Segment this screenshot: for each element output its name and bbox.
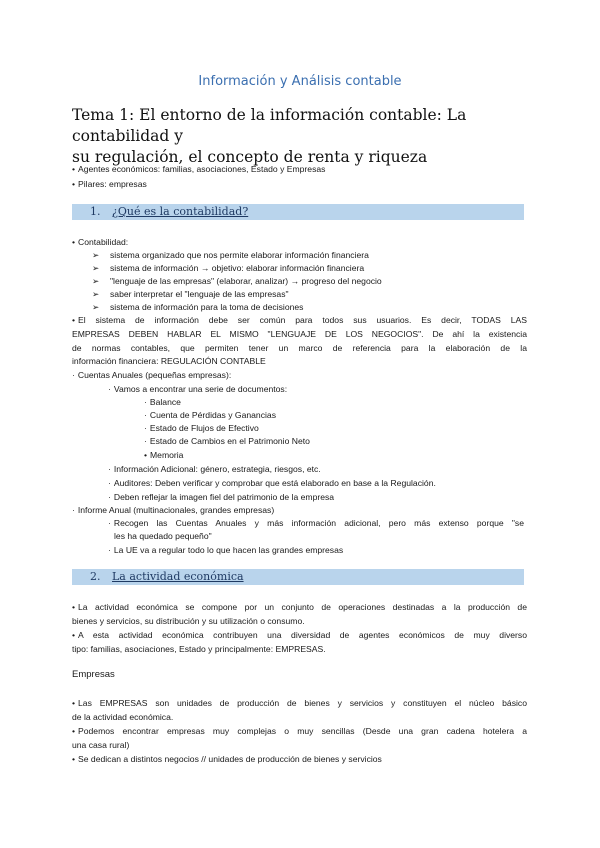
bullet-icon: · <box>72 370 75 380</box>
bullet-icon: · <box>144 397 147 407</box>
paragraph-line: información financiera: REGULACIÓN CONTABLE <box>72 356 266 366</box>
bullet-icon: • <box>72 315 76 325</box>
arrow-icon: ➢ <box>92 276 100 286</box>
section-heading-2 <box>72 569 524 585</box>
list-item: · Cuenta de Pérdidas y Ganancias <box>144 410 276 420</box>
title-line-1: Tema 1: El entorno de la información contable: La contabilidad y <box>72 106 467 145</box>
bullet-icon: • <box>72 237 76 247</box>
paragraph-line: les ha quedado pequeño" <box>114 531 212 541</box>
paragraph-line: bienes y servicios, su distribución y su utilización o consumo. <box>72 616 305 626</box>
list-item: · Auditores: Deben verificar y comprobar que está elaborado en base a la Regulación. <box>108 478 436 488</box>
list-item: · La UE va a regular todo lo que hacen las grandes empresas <box>108 545 344 555</box>
list-item: · Estado de Cambios en el Patrimonio Neto <box>144 436 310 446</box>
list-item: · Balance <box>144 397 181 407</box>
section-number: 1. <box>90 205 101 218</box>
list-item: · Informe Anual (multinacionales, grandes empresas) <box>72 505 275 515</box>
bullet-icon: • <box>72 602 76 612</box>
paragraph-line: una casa rural) <box>72 740 130 750</box>
list-item: • Memoria <box>144 450 184 460</box>
bullet-icon: · <box>108 478 111 488</box>
bullet-icon: · <box>144 436 147 446</box>
arrow-item: ➢ sistema organizado que nos permite elaborar información financiera <box>92 250 369 260</box>
arrow-icon: ➢ <box>92 250 100 260</box>
list-item: · Cuentas Anuales (pequeñas empresas): <box>72 370 232 380</box>
section-title: ¿Qué es la contabilidad? <box>112 205 249 218</box>
document-title <box>72 105 542 168</box>
bullet-icon: · <box>108 518 111 528</box>
paragraph-line: EMPRESAS DEBEN HABLAR EL MISMO "LENGUAJE DE LOS NEGOCIOS". De ahí la existencia <box>72 329 527 339</box>
bullet-icon: · <box>144 410 147 420</box>
arrow-icon: ➢ <box>92 263 100 273</box>
list-item: · Recogen las Cuentas Anuales y más información adicional, pero más extenso porque "se <box>108 518 524 528</box>
intro-item: • Pilares: empresas <box>72 179 147 189</box>
arrow-icon: ➢ <box>92 289 100 299</box>
bullet-icon: • <box>72 164 76 174</box>
bullet-icon: · <box>144 423 147 433</box>
arrow-item: ➢ sistema de información para la toma de decisiones <box>92 302 304 312</box>
paragraph-line: tipo: familias, asociaciones, Estado y principalmente: EMPRESAS. <box>72 644 326 654</box>
paragraph-line: • Se dedican a distintos negocios // unidades de producción de bienes y servicios <box>72 754 382 764</box>
section-title: La actividad económica <box>112 570 244 583</box>
arrow-item: ➢ "lenguaje de las empresas" (elaborar, analizar) → progreso del negocio <box>92 276 382 286</box>
bullet-icon: • <box>72 698 76 708</box>
intro-item: • Agentes económicos: familias, asociaciones, Estado y Empresas <box>72 164 326 174</box>
arrow-item: ➢ sistema de información → objetivo: elaborar información financiera <box>92 263 365 273</box>
bullet-icon: • <box>72 179 76 189</box>
list-item: · Vamos a encontrar una serie de documentos: <box>108 384 288 394</box>
bullet-icon: · <box>108 545 111 555</box>
bullet-icon: · <box>108 464 111 474</box>
paragraph-line: • Las EMPRESAS son unidades de producción de bienes y servicios y constituyen el núcleo básico <box>72 698 527 708</box>
page-header: Información y Análisis contable <box>198 74 402 89</box>
list-item: · Estado de Flujos de Efectivo <box>144 423 259 433</box>
paragraph-line: de la actividad económica. <box>72 712 174 722</box>
section-number: 2. <box>90 570 101 583</box>
paragraph-line: • A esta actividad económica contribuyen una diversidad de agentes económicos de muy diverso <box>72 630 527 640</box>
paragraph-line: • El sistema de información debe ser común para todos sus usuarios. Es decir, TODAS LAS <box>72 315 527 325</box>
bullet-icon: · <box>72 505 75 515</box>
arrow-item: ➢ saber interpretar el "lenguaje de las empresas" <box>92 289 289 299</box>
list-item: • Contabilidad: <box>72 237 129 247</box>
list-item: · Información Adicional: género, estrategia, riesgos, etc. <box>108 464 321 474</box>
arrow-icon: ➢ <box>92 302 100 312</box>
paragraph-line: de normas contables, que permiten tener un marco de referencia para la elaboración de la <box>72 343 527 353</box>
bullet-icon: • <box>72 726 76 736</box>
subheading-empresas: Empresas <box>72 669 115 680</box>
paragraph-line: • Podemos encontrar empresas muy complejas o muy sencillas (Desde una gran cadena hotelera a <box>72 726 527 736</box>
bullet-icon: · <box>108 492 111 502</box>
title-line-2: su regulación, el concepto de renta y riqueza <box>72 148 428 166</box>
bullet-icon: · <box>108 384 111 394</box>
list-item: · Deben reflejar la imagen fiel del patrimonio de la empresa <box>108 492 335 502</box>
bullet-icon: • <box>72 630 76 640</box>
paragraph-line: • La actividad económica se compone por un conjunto de operaciones destinadas a la producción de <box>72 602 527 612</box>
section-heading-1 <box>72 204 524 220</box>
bullet-icon: • <box>144 450 148 460</box>
bullet-icon: • <box>72 754 76 764</box>
